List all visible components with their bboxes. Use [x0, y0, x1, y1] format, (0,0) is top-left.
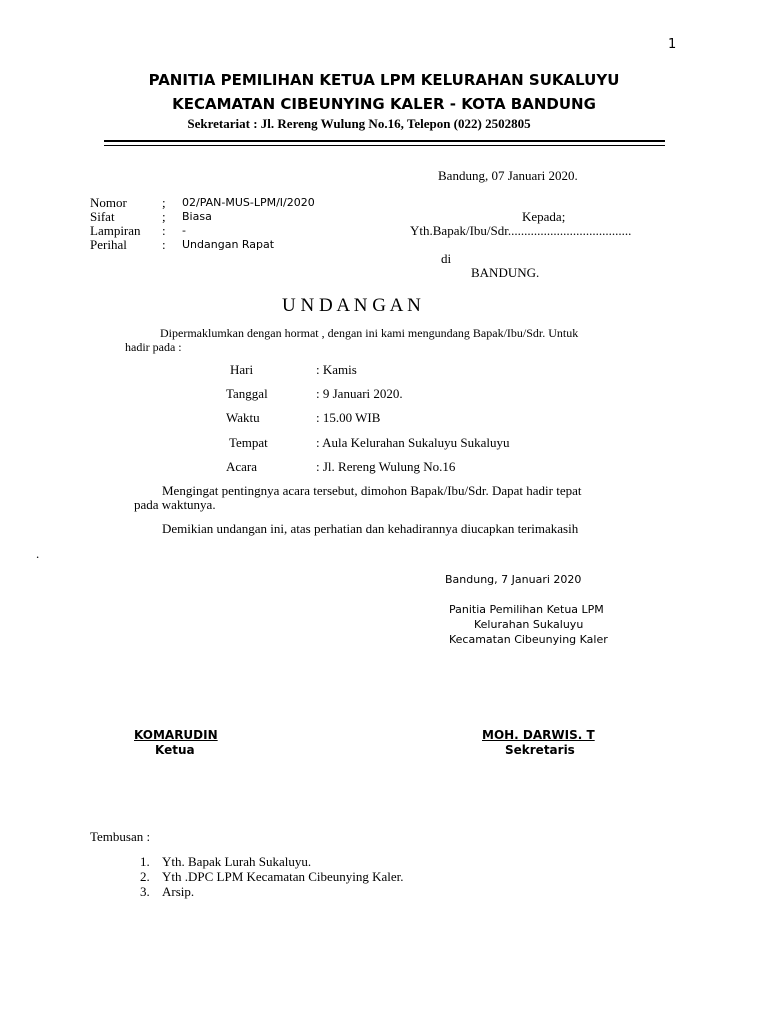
tembusan-item: Arsip. — [162, 884, 195, 899]
signatory-right-name: MOH. DARWIS. T — [482, 728, 595, 742]
detail-label-hari: Hari — [230, 362, 254, 377]
meta-label-nomor: Nomor — [90, 195, 127, 210]
intro-line-2: hadir pada : — [125, 340, 182, 354]
meta-sep-perihal: : — [162, 237, 166, 252]
signatory-left-name: KOMARUDIN — [134, 728, 218, 742]
recipient-city: BANDUNG. — [471, 265, 540, 280]
letterhead-rule-thick — [104, 140, 665, 142]
detail-value-acara: : Jl. Rereng Wulung No.16 — [316, 459, 456, 474]
recipient-di: di — [441, 251, 452, 266]
meta-label-perihal: Perihal — [90, 237, 127, 252]
closing-org-line-3: Kecamatan Cibeunying Kaler — [449, 633, 608, 646]
meta-sep-nomor: ; — [162, 195, 166, 210]
letter-title: U N D A N G A N — [282, 295, 421, 316]
closing-org-line-1: Panitia Pemilihan Ketua LPM — [449, 603, 604, 616]
paragraph-2-line-1: Mengingat pentingnya acara tersebut, dimohon Bapak/Ibu/Sdr. Dapat hadir tepat — [162, 483, 582, 498]
tembusan-item: Yth. Bapak Lurah Sukaluyu. — [162, 854, 312, 869]
closing-date: Bandung, 7 Januari 2020 — [445, 573, 582, 586]
tembusan-number: 2. — [140, 869, 150, 884]
letter-date: Bandung, 07 Januari 2020. — [438, 168, 578, 183]
detail-value-waktu: : 15.00 WIB — [316, 410, 381, 425]
meta-value-perihal: Undangan Rapat — [182, 238, 275, 251]
stray-dot: . — [36, 546, 40, 561]
meta-label-lampiran: Lampiran — [90, 223, 141, 238]
paragraph-3: Demikian undangan ini, atas perhatian dan kehadirannya diucapkan terimakasih — [162, 521, 579, 536]
detail-value-hari: : Kamis — [316, 362, 357, 377]
secretariat-address: Sekretariat : Jl. Rereng Wulung No.16, Telepon (022) 2502805 — [187, 116, 531, 131]
signatory-right-role: Sekretaris — [505, 743, 575, 757]
detail-label-tanggal: Tanggal — [226, 386, 268, 401]
page-number: 1 — [668, 37, 677, 52]
intro-line-1: Dipermaklumkan dengan hormat , dengan ini kami mengundang Bapak/Ibu/Sdr. Untuk — [160, 326, 579, 340]
detail-label-acara: Acara — [226, 459, 258, 474]
meta-value-lampiran: - — [182, 224, 186, 237]
meta-value-sifat: Biasa — [182, 210, 212, 223]
letterhead-rule-thin — [104, 145, 665, 146]
recipient-yth: Yth.Bapak/Ibu/Sdr...................................... — [410, 223, 632, 238]
signatory-left-role: Ketua — [155, 743, 195, 757]
meta-label-sifat: Sifat — [90, 209, 115, 224]
tembusan-number: 1. — [140, 854, 150, 869]
detail-label-tempat: Tempat — [229, 435, 268, 450]
detail-value-tempat: : Aula Kelurahan Sukaluyu Sukaluyu — [316, 435, 510, 450]
letterhead-line-1: PANITIA PEMILIHAN KETUA LPM KELURAHAN SUKALUYU — [148, 71, 620, 89]
tembusan-item: Yth .DPC LPM Kecamatan Cibeunying Kaler. — [162, 869, 404, 884]
tembusan-label: Tembusan : — [90, 829, 151, 844]
meta-sep-lampiran: : — [162, 223, 166, 238]
letterhead-line-2: KECAMATAN CIBEUNYING KALER - KOTA BANDUNG — [172, 95, 596, 113]
detail-value-tanggal: : 9 Januari 2020. — [316, 386, 403, 401]
meta-value-nomor: 02/PAN-MUS-LPM/I/2020 — [182, 196, 315, 209]
detail-label-waktu: Waktu — [226, 410, 260, 425]
closing-org-line-2: Kelurahan Sukaluyu — [474, 618, 584, 631]
recipient-kepada: Kepada; — [522, 209, 566, 224]
meta-sep-sifat: ; — [162, 209, 166, 224]
tembusan-number: 3. — [140, 884, 150, 899]
paragraph-2-line-2: pada waktunya. — [134, 497, 216, 512]
